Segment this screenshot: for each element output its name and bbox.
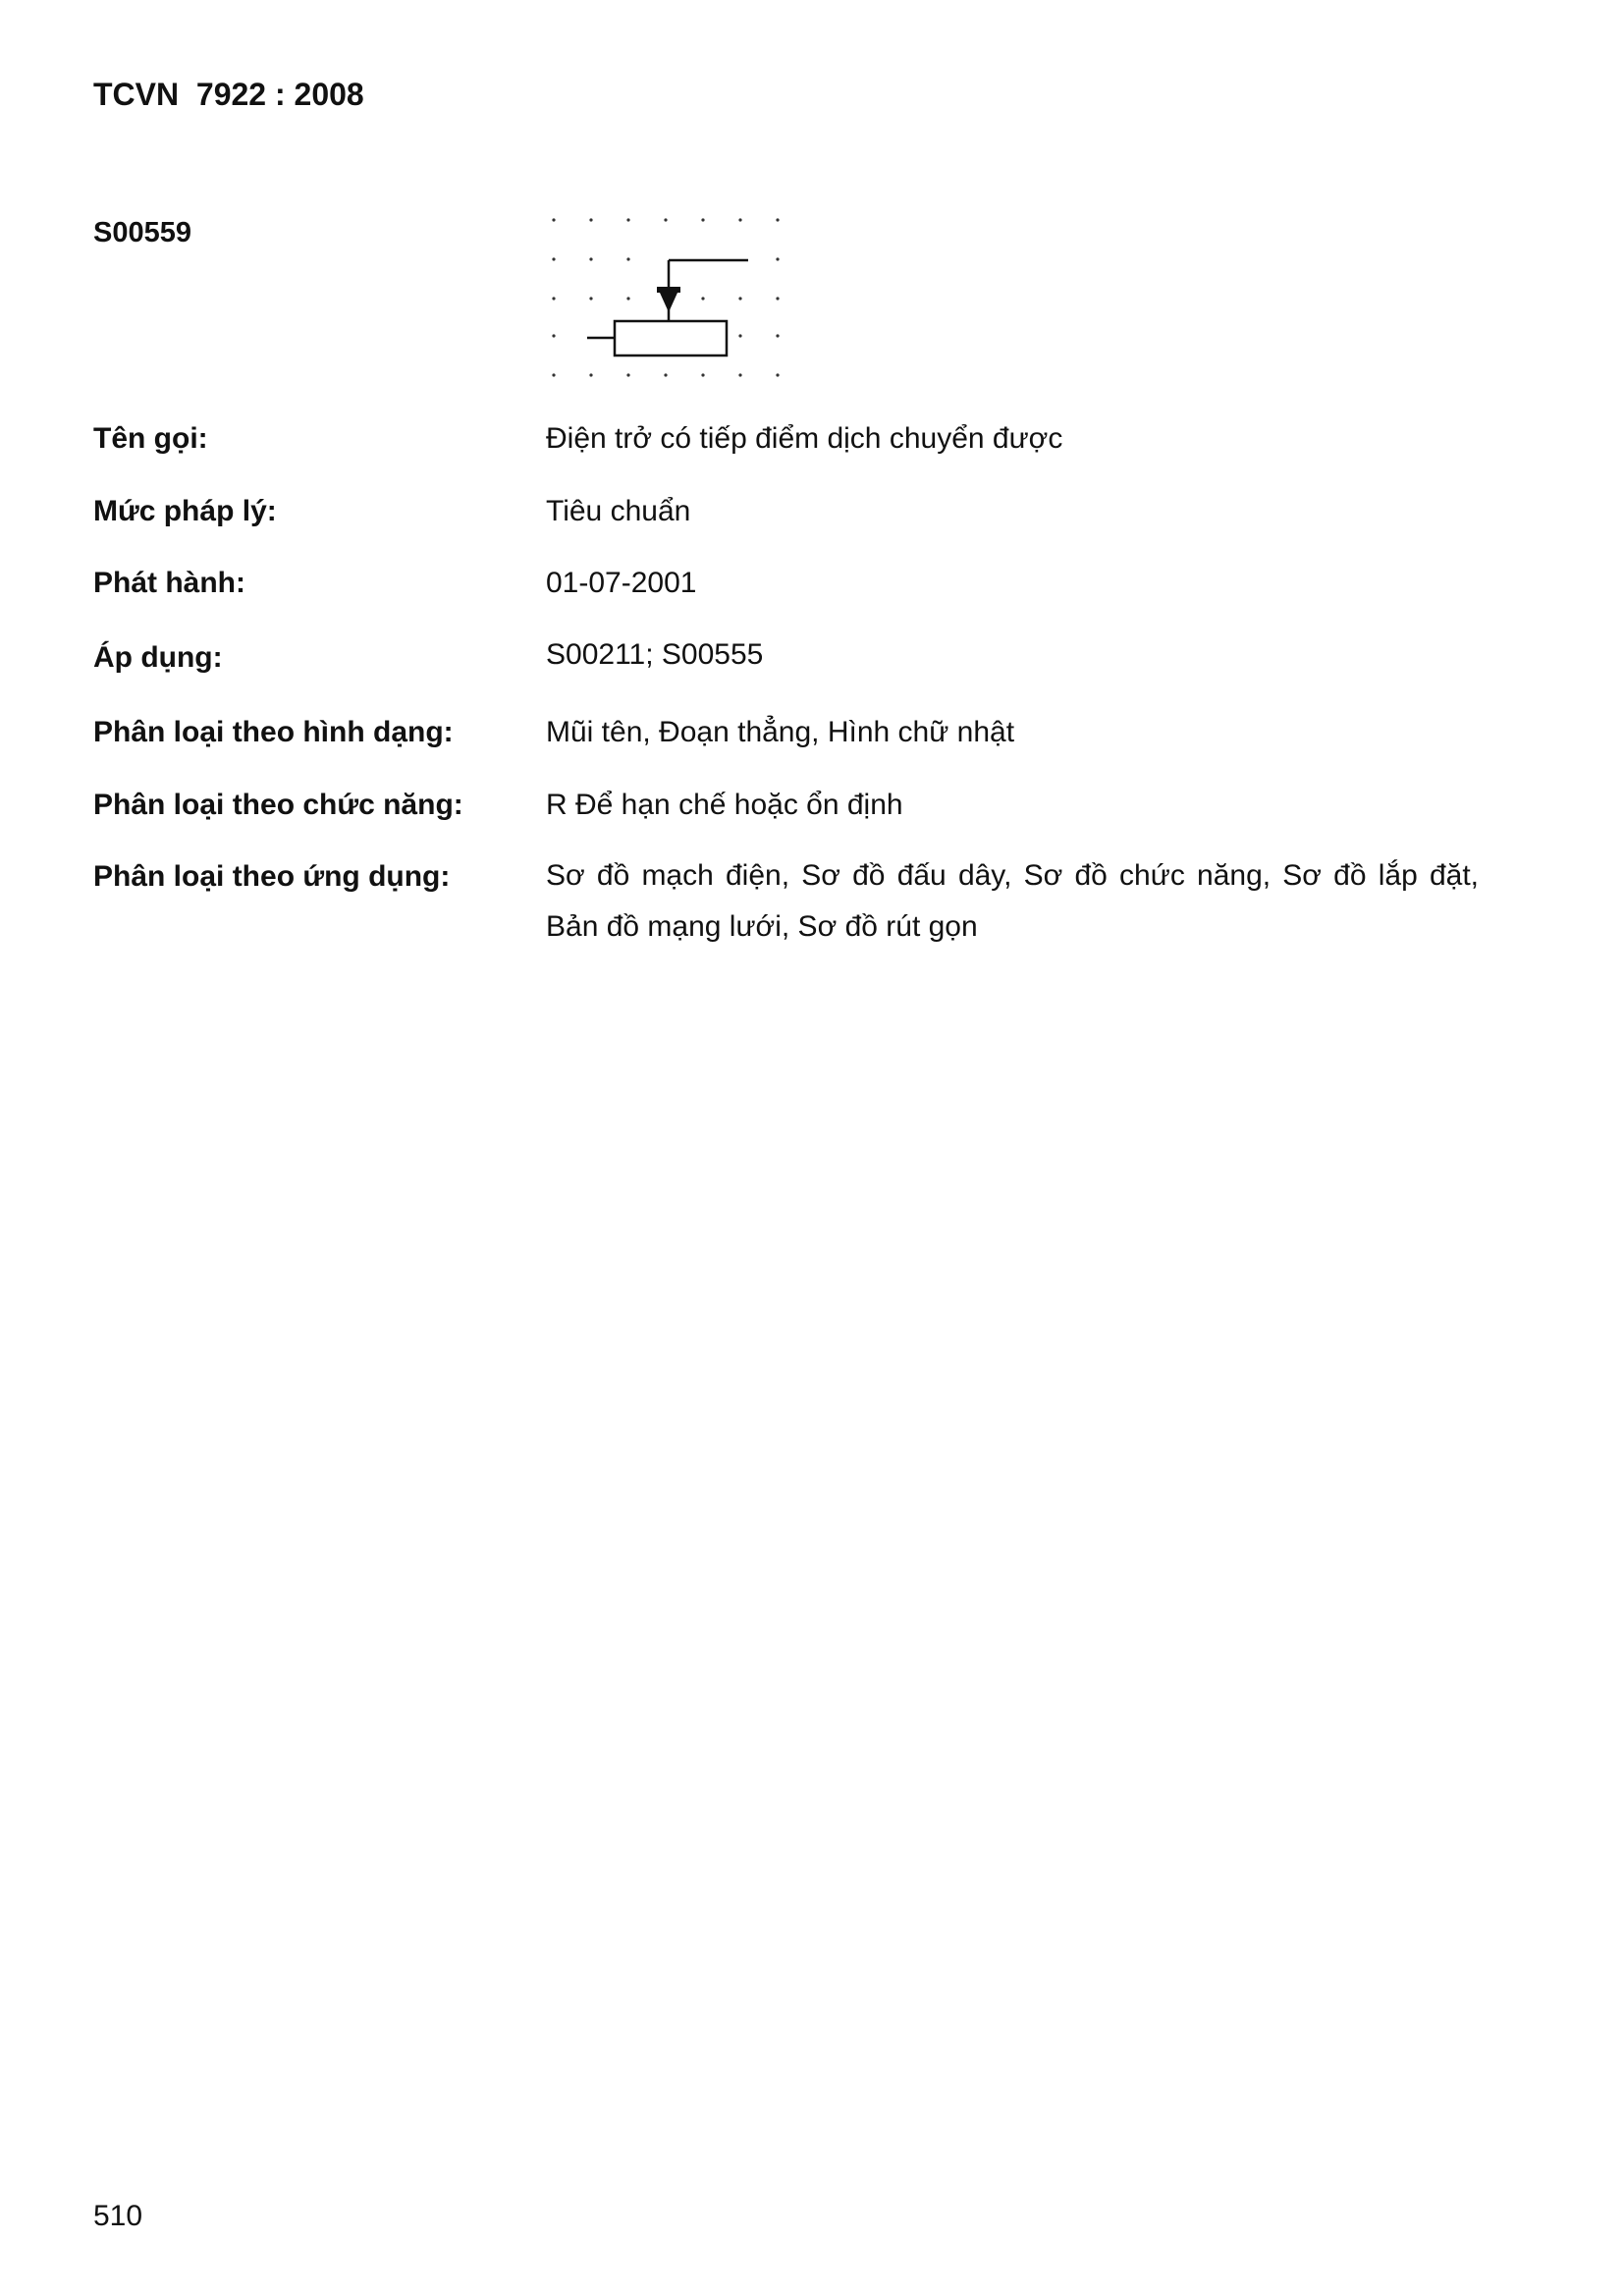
application-class-value: Sơ đồ mạch điện, Sơ đồ đấu dây, Sơ đồ chức năng, Sơ đồ lắp đặt, Bản đồ mạng lưới, Sơ đồ rút gọn [546, 859, 1479, 943]
issued-value: 01-07-2001 [546, 567, 697, 599]
resistor-body [615, 321, 727, 355]
page-number: 510 [93, 2200, 143, 2232]
shape-class-value: Mũi tên, Đoạn thẳng, Hình chữ nhật [546, 716, 1015, 748]
issued-label: Phát hành: [93, 567, 245, 599]
shape-class-label: Phân loại theo hình dạng: [93, 716, 454, 748]
standard-header: TCVN 7922 : 2008 [93, 77, 364, 112]
legal-level-label: Mức pháp lý: [93, 495, 277, 527]
applies-value: S00211; S00555 [546, 638, 764, 671]
application-class-label: Phân loại theo ứng dụng: [93, 860, 451, 893]
function-class-label: Phân loại theo chức năng: [93, 789, 463, 821]
symbol-code: S00559 [93, 217, 191, 248]
legal-level-value: Tiêu chuẩn [546, 495, 691, 527]
name-value: Điện trở có tiếp điểm dịch chuyển được [546, 422, 1063, 455]
variable-resistor-symbol-icon [538, 206, 793, 393]
name-label: Tên gọi: [93, 422, 208, 455]
wiper-arrow [657, 287, 680, 312]
function-class-value: R Để hạn chế hoặc ổn định [546, 789, 903, 821]
applies-label: Áp dụng: [93, 641, 223, 674]
